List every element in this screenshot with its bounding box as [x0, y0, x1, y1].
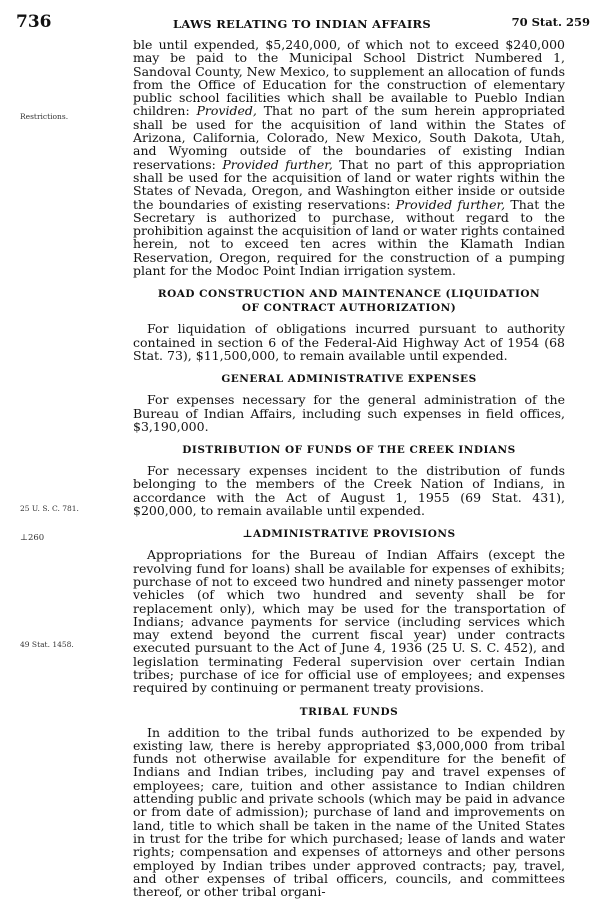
intro-paragraph [133, 38, 565, 277]
road-paragraph: For liquidation of obligations incurred pursuant to authority contained in section 6 of the Federal-Aid Highway Act of 1954 (68 Stat. 73), $11,500,000, to remain available until expended. [133, 321, 565, 363]
proviso-1: Provided, [196, 103, 257, 119]
intro-text-d: That the Secretary is authorized to purchase, without regard to the prohibition against the acquisition of land or water rights contained herein, not to exceed ten acres within the Klamath Indian Reservation, Oregon, required for the construction of a pumping plant for the Modoc Point Indian irrigation system. [133, 196, 565, 279]
road-heading: ROAD CONSTRUCTION AND MAINTENANCE (LIQUIDATION OF CONTRACT AUTHORIZATION) [157, 288, 541, 315]
creek-heading: DISTRIBUTION OF FUNDS OF THE CREEK INDIANS [182, 444, 516, 457]
margin-note-usc-781: 25 U. S. C. 781. [20, 504, 79, 513]
margin-note-restrictions: Restrictions. [20, 112, 69, 121]
proviso-2: Provided further, [222, 156, 333, 172]
creek-paragraph: For necessary expenses incident to the distribution of funds belonging to the members of the Creek Nation of Indians, in accordance with the Act of August 1, 1955 (69 Stat. 431), $200,000, to remain available until expended. [133, 463, 565, 519]
document-body [133, 38, 565, 908]
proviso-3: Provided further, [395, 196, 506, 212]
stat-reference: 70 Stat. 259 [511, 15, 590, 29]
tribal-funds-heading: TRIBAL FUNDS [299, 705, 399, 718]
margin-note-stat-1458: 49 Stat. 1458. [20, 640, 74, 649]
page-break-mark: ⊥ [242, 528, 254, 541]
page-header [0, 0, 604, 40]
admin-provisions-heading [133, 527, 565, 541]
page-number: 736 [16, 12, 52, 32]
admin-provisions-heading-text: ADMINISTRATIVE PROVISIONS [253, 528, 456, 541]
margin-note-1260: ⊥260 [20, 533, 45, 543]
tribal-funds-paragraph: In addition to the tribal funds authorized to be expended by existing law, there is hereby appropriated $3,000,000 from tribal funds not otherwise available for expenditure for the benefit of Indians and Indian tribes, including pay and travel expenses of employees; care, tuition and other assistance to Indian children attending public and private schools (which may be paid in advance or from date of admission); purchase of land and improvements on land, title to which shall be taken in the name of the United States in trust for the tribe for which purchased; lease of lands and water rights; compensation and expenses of attorneys and other persons employed by Indian tribes under approved contracts; pay, travel, and other expenses of tribal officers, councils, and committees thereof, or other tribal organi- [133, 724, 565, 900]
general-admin-heading: GENERAL ADMINISTRATIVE EXPENSES [221, 373, 477, 386]
intro-text-c: That no part of this appropriation shall be used for the acquisition of land or water rights within the States of Nevada, Oregon, and Washington either inside or outside the boundaries of existing reservations: [133, 156, 566, 212]
intro-text-b: That no part of the sum herein appropriated shall be used for the acquisition of land within the States of Arizona, California, Colorado, New Mexico, South Dakota, Utah, and Wyoming outside of the boundaries of existing Indian reservations: [133, 103, 565, 172]
running-title: LAWS RELATING TO INDIAN AFFAIRS [173, 17, 431, 31]
admin-provisions-paragraph: Appropriations for the Bureau of Indian Affairs (except the revolving fund for loans) shall be available for expenses of exhibits; purchase of not to exceed two hundred and ninety passenger motor vehicles (of which two hundred and seventy shall be for replacement only), which may be used for the transportation of Indians; advance payments for service (including services which may extend beyond the current fiscal year) under contracts executed pursuant to the Act of June 4, 1936 (25 U. S. C. 452), and legislation terminating Federal supervision over certain Indian tribes; purchase of ice for official use of employees; and expenses required by continuing or permanent treaty provisions. [133, 547, 565, 696]
general-admin-paragraph: For expenses necessary for the general administration of the Bureau of Indian Affairs, including such expenses in field offices, $3,190,000. [133, 392, 565, 434]
intro-text-a: ble until expended, $5,240,000, of which not to exceed $240,000 may be paid to the Municipal School District Numbered 1, Sandoval County, New Mexico, to supplement an allocation of funds from the Office of Education for the construction of elementary public school facilities which shall be available to Pueblo Indian children: [133, 37, 565, 119]
